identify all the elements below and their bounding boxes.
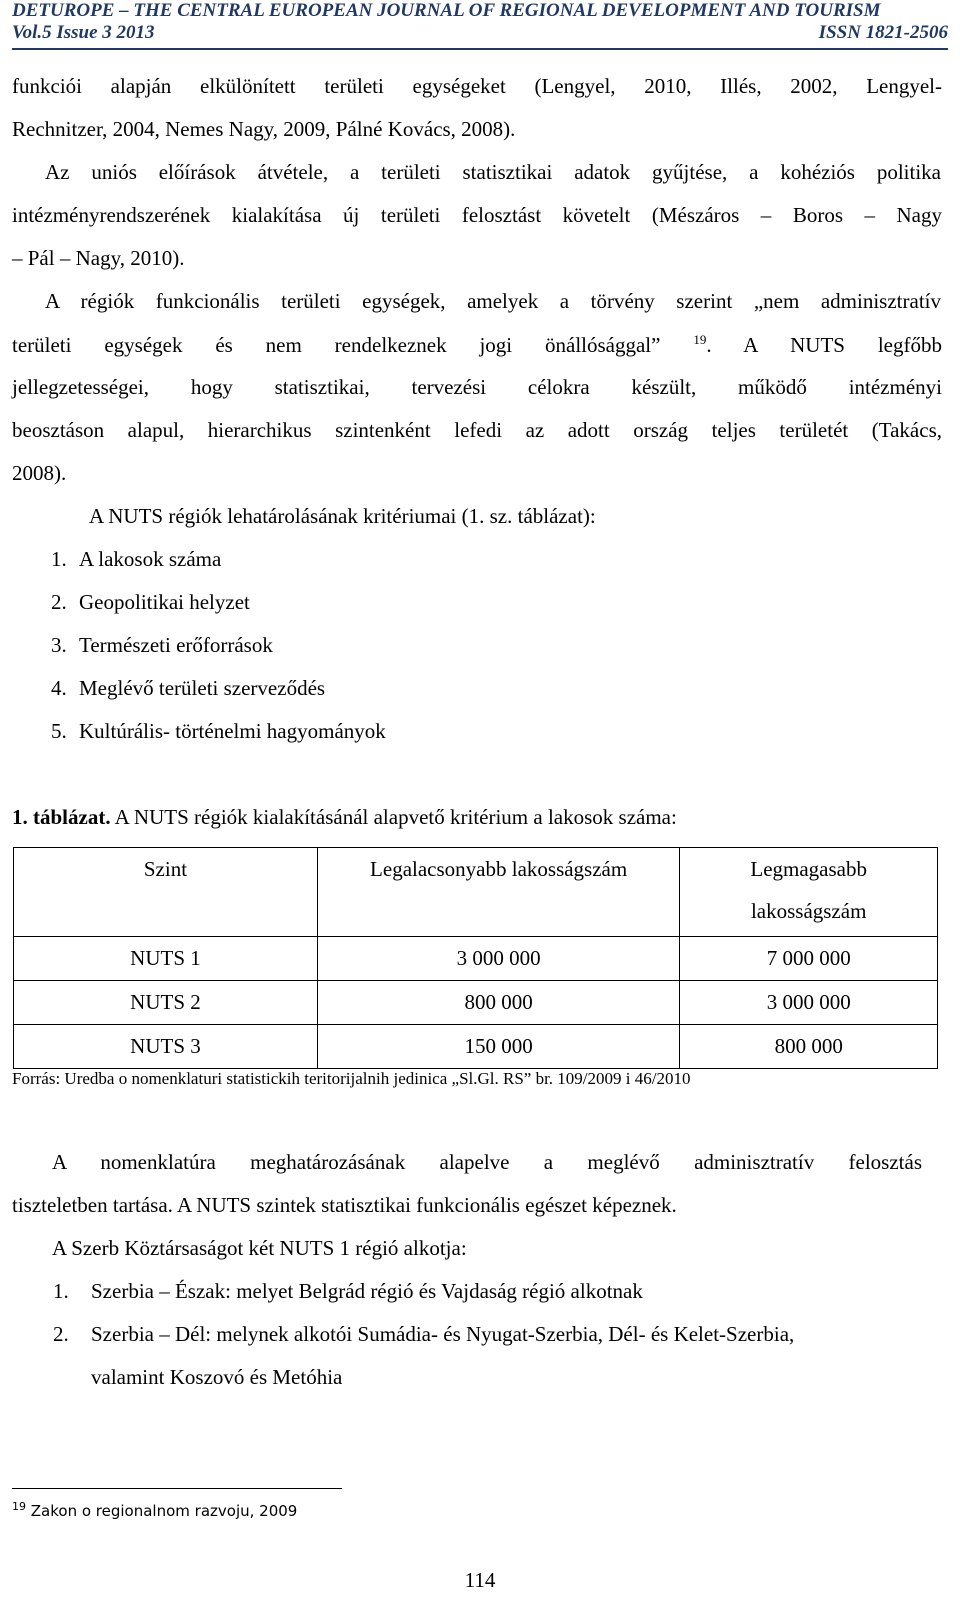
table-caption: [12, 805, 942, 830]
paragraph-line: intézményrendszerének kialakítása új területi felosztást követelt (Mészáros – Boros – Nagy: [12, 203, 942, 227]
paragraph-line: A régiók funkcionális területi egységek, amelyek a törvény szerint „nem adminisztratív: [45, 289, 941, 313]
criteria-intro: A NUTS régiók lehatárolásának kritériumai (1. sz. táblázat):: [89, 504, 596, 528]
paragraph-line: beosztáson alapul, hierarchikus szintenként lefedi az adott ország teljes területét (Takács,: [12, 418, 942, 442]
paragraph-line: jellegzetességei, hogy statisztikai, tervezési célokra készült, működő intézményi: [12, 375, 942, 399]
table-header-cell: Legmagasabb lakosságszám: [680, 848, 938, 937]
table-cell: NUTS 1: [14, 937, 318, 981]
table-cell: NUTS 2: [14, 981, 318, 1025]
paragraph-line: 2008).: [12, 461, 67, 485]
paragraph-line: tiszteletben tartása. A NUTS szintek statisztikai funkcionális egészet képeznek.: [12, 1193, 677, 1217]
table-header-cell: Szint: [14, 848, 318, 937]
table-cell: 3 000 000: [680, 981, 938, 1025]
paragraph-line: – Pál – Nagy, 2010).: [12, 246, 185, 270]
table-source: Forrás: Uredba o nomenklaturi statistickih teritorijalnih jedinica „Sl.Gl. RS” br. 109/2009 i 46/2010: [12, 1069, 691, 1088]
list-item: 3. Természeti erőforrások: [51, 633, 273, 657]
table-caption-label: 1. táblázat.: [12, 805, 111, 829]
list-item: 1. A lakosok száma: [51, 547, 222, 571]
journal-header: [12, 0, 948, 44]
list-item-continuation: valamint Koszovó és Metóhia: [91, 1365, 343, 1389]
table-cell: 800 000: [317, 981, 679, 1025]
paragraph-line: A nomenklatúra meghatározásának alapelve a meglévő adminisztratív felosztás: [52, 1150, 922, 1174]
journal-volume: Vol.5 Issue 3 2013: [12, 22, 155, 43]
footnote-rule: [12, 1488, 342, 1489]
table-cell: 3 000 000: [317, 937, 679, 981]
paragraph-text: területi egységek és nem rendelkeznek jogi önállósággal”: [12, 333, 661, 357]
paragraph-line: [12, 332, 942, 358]
table-row: [14, 981, 938, 1025]
footnote-number: 19: [12, 1500, 26, 1513]
paragraph-line: funkciói alapján elkülönített területi egységeket (Lengyel, 2010, Illés, 2002, Lengyel-: [12, 74, 942, 98]
journal-issn: ISSN 1821-2506: [818, 22, 948, 43]
nuts-table: [13, 847, 938, 1069]
list-item: 2. Geopolitikai helyzet: [51, 590, 250, 614]
table-cell: 150 000: [317, 1025, 679, 1069]
list-item: 2. Szerbia – Dél: melynek alkotói Sumádia- és Nyugat-Szerbia, Dél- és Kelet-Szerbia,: [53, 1322, 795, 1346]
table-caption-text: A NUTS régiók kialakításánál alapvető kritérium a lakosok száma:: [110, 805, 677, 829]
table-header-row: [14, 848, 938, 937]
footnote-text: Zakon o regionalnom razvoju, 2009: [30, 1502, 298, 1520]
paragraph-line: Rechnitzer, 2004, Nemes Nagy, 2009, Pálné Kovács, 2008).: [12, 117, 516, 141]
list-item: 5. Kultúrális- történelmi hagyományok: [51, 719, 386, 743]
paragraph-text: . A NUTS legfőbb: [706, 333, 942, 357]
paragraph-line: A Szerb Köztársaságot két NUTS 1 régió alkotja:: [52, 1236, 467, 1260]
list-item: 4. Meglévő területi szerveződés: [51, 676, 326, 700]
table-header-cell: Legalacsonyabb lakosságszám: [317, 848, 679, 937]
page-number: 114: [464, 1568, 496, 1592]
paragraph-line: Az uniós előírások átvétele, a területi statisztikai adatok gyűjtése, a kohéziós politika: [45, 160, 941, 184]
list-item: 1. Szerbia – Észak: melyet Belgrád régió és Vajdaság régió alkotnak: [53, 1279, 643, 1303]
table-row: [14, 937, 938, 981]
journal-title: DETUROPE – THE CENTRAL EUROPEAN JOURNAL OF REGIONAL DEVELOPMENT AND TOURISM: [12, 0, 881, 21]
table-cell: 800 000: [680, 1025, 938, 1069]
header-rule: [12, 48, 948, 50]
table-cell: NUTS 3: [14, 1025, 318, 1069]
footnote: [12, 1500, 297, 1520]
table-row: [14, 1025, 938, 1069]
footnote-reference[interactable]: 19: [693, 332, 707, 347]
table-cell: 7 000 000: [680, 937, 938, 981]
